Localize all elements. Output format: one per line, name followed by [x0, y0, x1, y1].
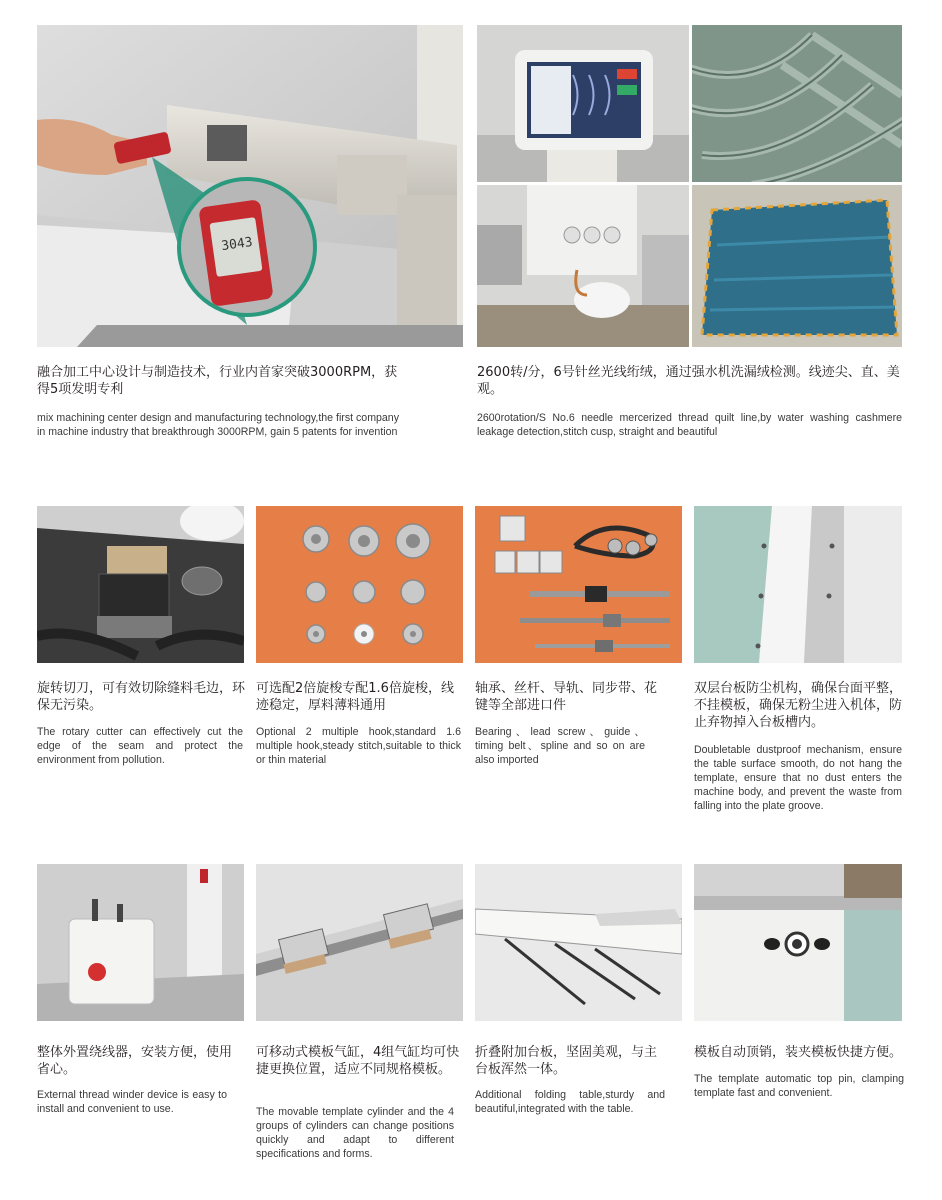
stitching-head-photo	[477, 185, 689, 347]
feature-cn-hook: 可选配2倍旋梭专配1.6倍旋梭，线迹稳定，厚料薄料通用	[256, 681, 454, 713]
rotary-hooks-photo	[256, 506, 463, 663]
feature-cn-table: 双层台板防尘机构，确保台面平整，不挂模板，确保无粉尘进入机体，防止弃物掉入台板槽内。	[694, 681, 903, 730]
feature-en-parts: Bearing、lead screw、guide、timing belt、spline and so on are also imported	[475, 726, 645, 766]
feature-cn-speed: 融合加工中心设计与制造技术，行业内首家突破3000RPM，获得5项发明专利	[37, 365, 398, 397]
top-pin-photo	[694, 864, 902, 1021]
meter-reading: 3043	[220, 234, 254, 255]
feature-cn-folding: 折叠附加台板，坚固美观，与主台板浑然一体。	[475, 1045, 658, 1077]
tachometer-photo	[37, 25, 463, 347]
thread-winder-photo	[37, 864, 244, 1021]
imported-parts-photo	[475, 506, 682, 663]
feature-cn-cylinder: 可移动式模板气缸，4组气缸均可快捷更换位置，适应不同规格模板。	[256, 1045, 460, 1077]
feature-en-toppin: The template automatic top pin, clamping template fast and convenient.	[694, 1073, 904, 1099]
feature-cn-parts: 轴承、丝杆、导轨、同步带、花键等全部进口件	[475, 681, 658, 713]
feature-cn-winder: 整体外置绕线器，安装方便，使用省心。	[37, 1045, 233, 1077]
folding-table-photo	[475, 864, 682, 1021]
feature-en-folding: Additional folding table,sturdy and beautiful,integrated with the table.	[475, 1089, 665, 1115]
feature-en-hook: Optional 2 multiple hook,standard 1.6 multiple hook,steady stitch,suitable to thick or thin material	[256, 726, 461, 766]
feature-en-stitch: 2600rotation/S No.6 needle mercerized thread quilt line,by water washing cashmere leakage detection,stitch cusp, straight and beautiful	[477, 412, 902, 438]
template-cylinder-photo	[256, 864, 463, 1021]
feature-cn-toppin: 模板自动顶销，装夹模板快捷方便。	[694, 1045, 903, 1060]
quilt-panel-photo	[692, 185, 902, 347]
quilted-fabric-photo	[692, 25, 902, 182]
feature-en-cylinder: The movable template cylinder and the 4 groups of cylinders can change positions quickly and adapt to different specifications and forms.	[256, 1106, 454, 1160]
feature-en-cutter: The rotary cutter can effectively cut the edge of the seam and protect the environment from pollution.	[37, 726, 243, 766]
rotary-cutter-photo	[37, 506, 244, 663]
feature-en-speed: mix machining center design and manufacturing technology,the first company in machine industry that breakthrough 3000RPM, gain 5 patents for invention	[37, 412, 399, 438]
feature-cn-stitch: 2600转/分，6号针丝光线绗绒，通过强水机洗漏绒检测。线迹尖、直、美观。	[477, 365, 900, 397]
double-table-photo	[694, 506, 902, 663]
feature-en-winder: External thread winder device is easy to install and convenient to use.	[37, 1089, 227, 1115]
feature-en-table: Doubletable dustproof mechanism, ensure the table surface smooth, do not hang the template, ensure that no dust enters the machine body, and prevent the waste from falling into the plate groove.	[694, 744, 902, 812]
touchscreen-photo	[477, 25, 689, 182]
feature-cn-cutter: 旋转切刀，可有效切除缝料毛边，环保无污染。	[37, 681, 246, 713]
